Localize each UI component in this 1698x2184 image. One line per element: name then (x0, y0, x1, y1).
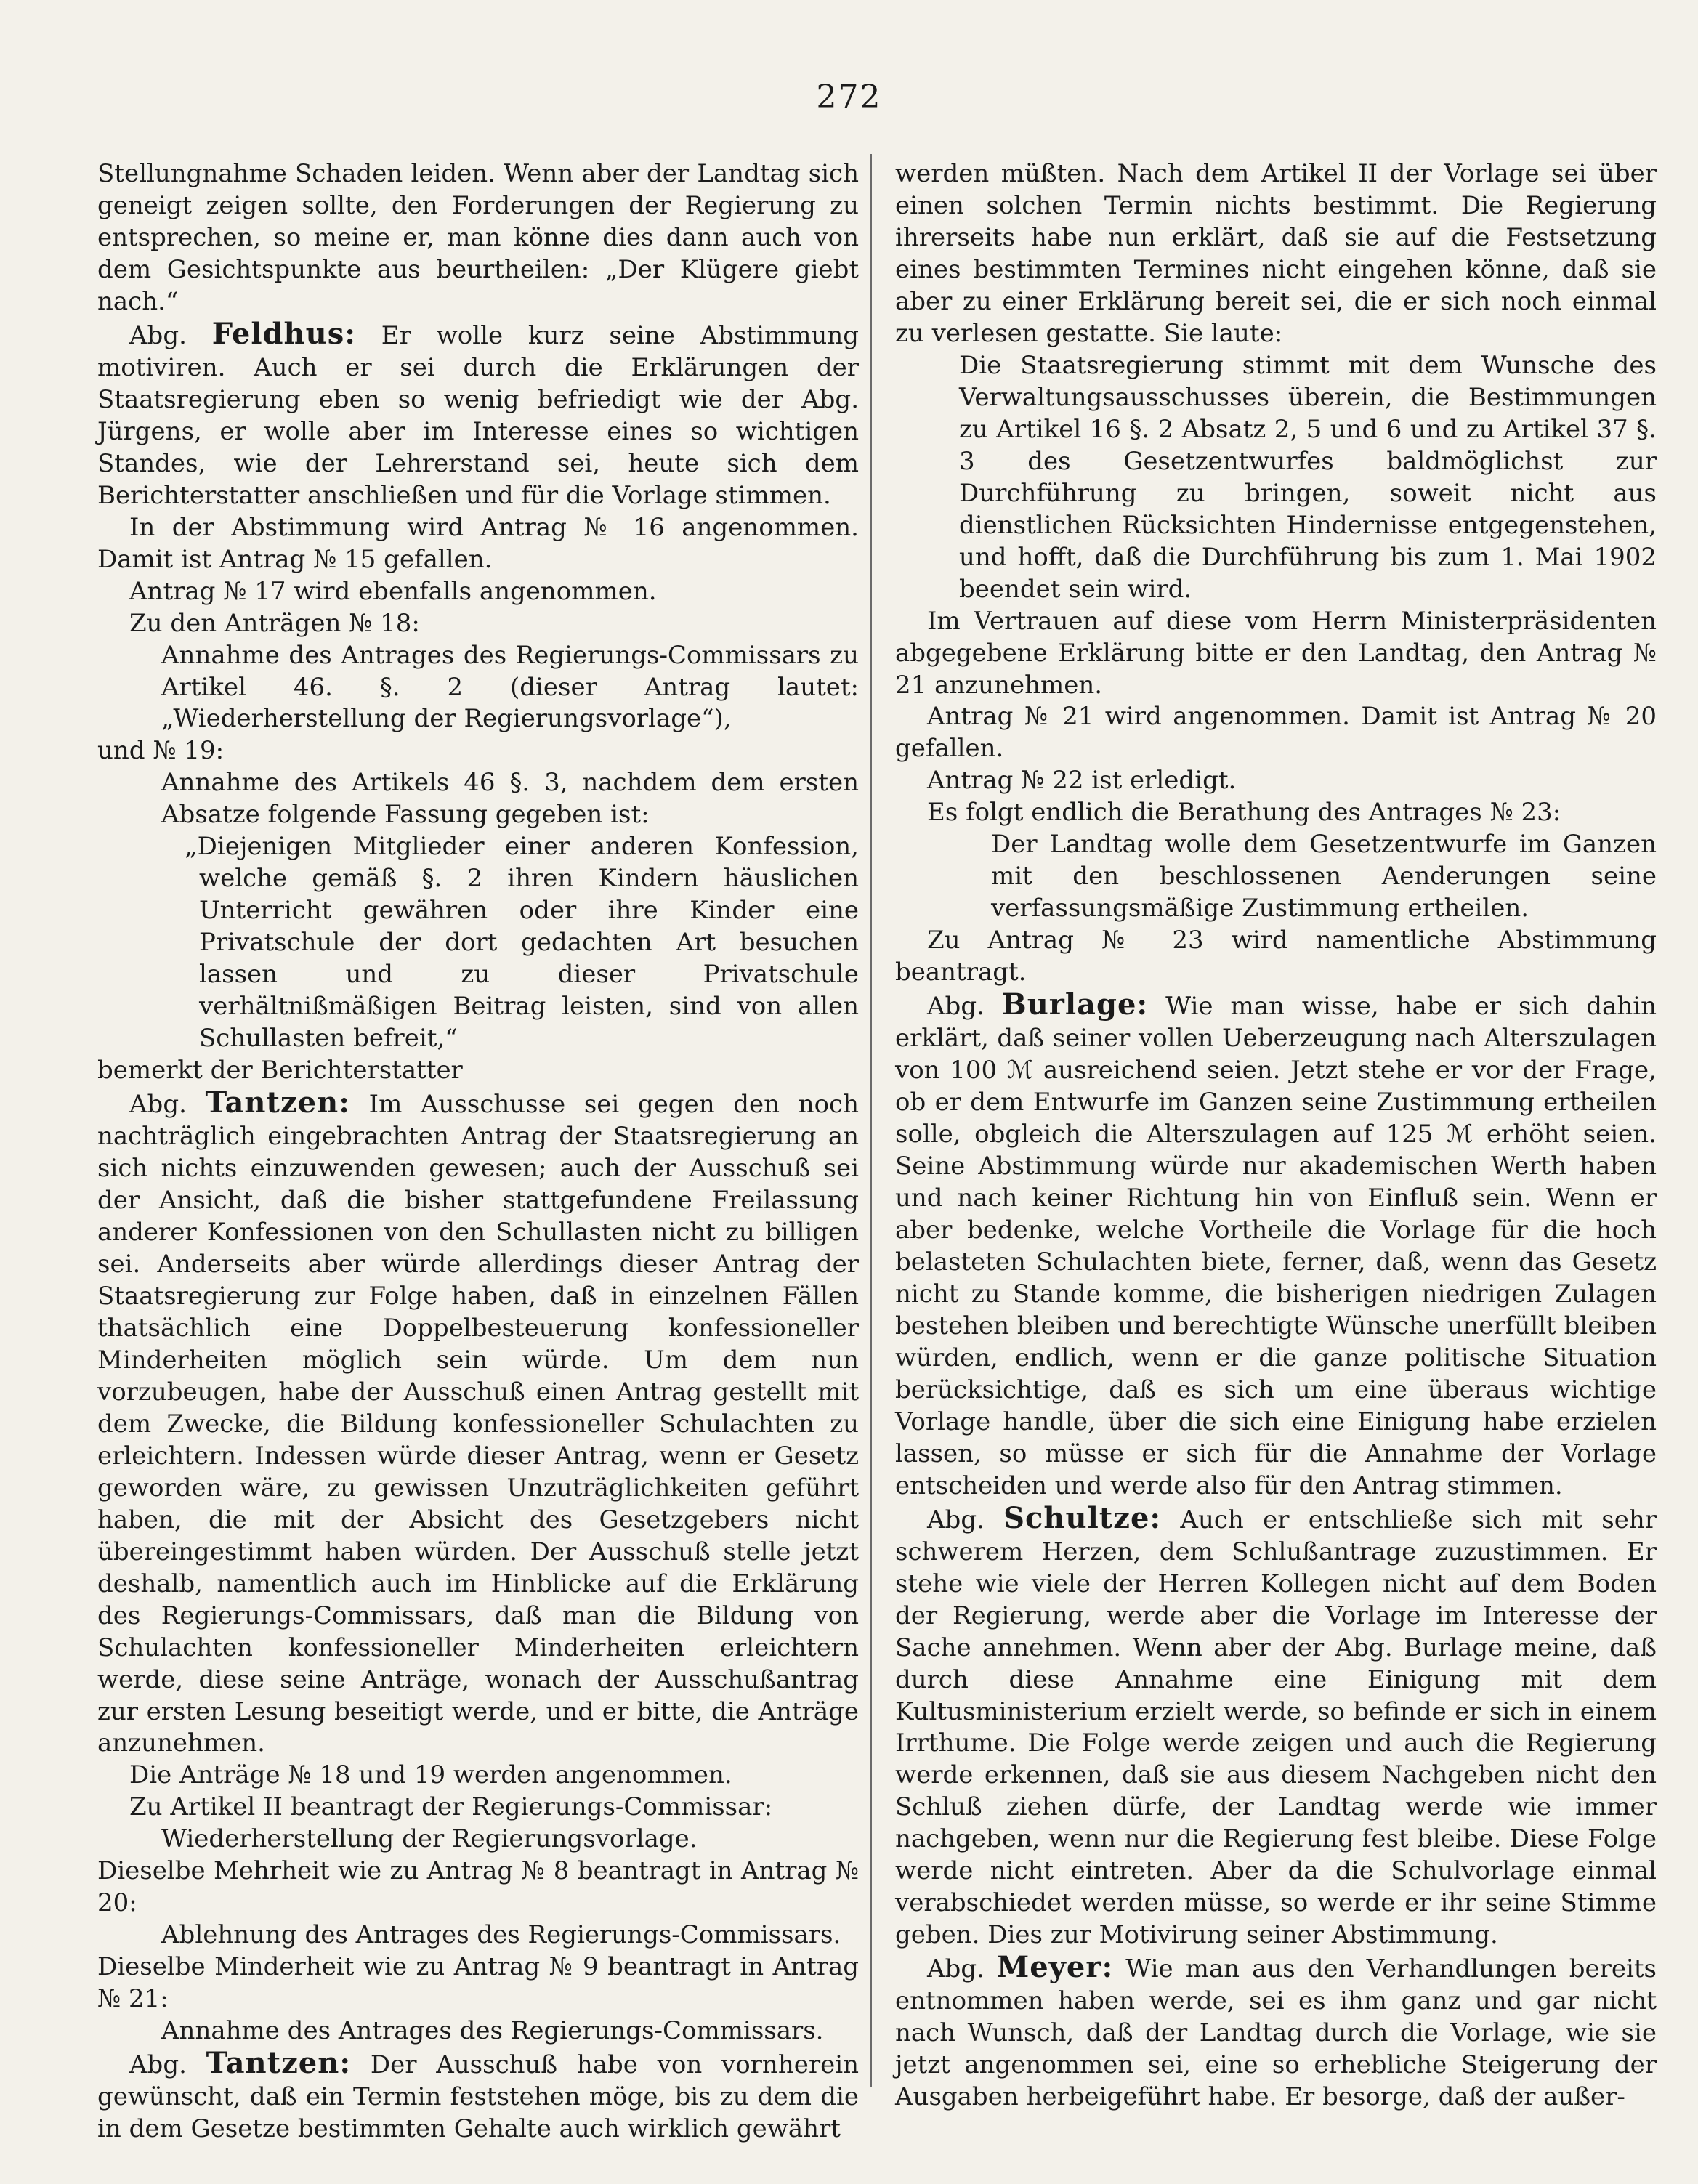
paragraph: bemerkt der Berichterstatter (97, 1056, 463, 1085)
paragraph: Der Landtag wolle dem Gesetzentwurfe im Ganzen mit den beschlossenen Aenderungen seine verfassungsmäßige Zustimmung ertheilen. (991, 830, 1657, 923)
paragraph-text: Im Ausschusse sei gegen den noch nachträglich eingebrachten Antrag der Staatsregierung an sich nichts einzuwenden gewesen; auch der Ausschuß sei der Ansicht, daß die bisher stattgefundene Freilassung anderer Konfessionen von den Schullasten nicht zu billigen sei. Anderseits aber würde allerdings dieser Antrag der Staatsregierung zur Folge haben, daß in einzelnen Fällen thatsächlich eine Doppelbesteuerung konfessioneller Minderheiten möglich sein würde. Um dem nun vorzubeugen, habe der Ausschuß einen Antrag gestellt mit dem Zwecke, die Bildung konfessioneller Schulachten zu erleichtern. Indessen würde dieser Antrag, wenn er Gesetz geworden wäre, zu gewissen Unzuträglichkeiten geführt haben, die mit der Absicht des Gesetzgebers nicht übereingestimmt haben würden. Der Ausschuß stelle jetzt deshalb, namentlich auch im Hinblicke auf die Erklärung des Regierungs-Commissars, daß man die Bildung von Schulachten konfessioneller Minderheiten erleichtern werde, diese seine Anträge, wonach der Ausschußantrag zur ersten Lesung beseitigt werde, und er bitte, die Anträge anzunehmen. (97, 1090, 859, 1758)
speaker-name: Tantzen: (205, 1085, 350, 1120)
paragraph: Ablehnung des Antrages des Regierungs-Commissars. (161, 1920, 841, 1950)
paragraph (895, 1502, 1657, 1952)
paragraph (895, 1952, 1657, 2114)
paragraph: Antrag № 21 wird angenommen. Damit ist Antrag № 20 gefallen. (895, 702, 1657, 764)
speaker-prefix: Abg. (129, 320, 212, 350)
paragraph-text: Er wolle kurz seine Abstimmung motiviren. Auch er sei durch die Erklärungen der Staatsregierung eben so wenig befriedigt wie der Abg. Jürgens, er wolle aber im Interesse eines so wichtigen Standes, wie der Lehrerstand sei, heute sich dem Berichterstatter anschließen und für die Vorlage stimmen. (97, 320, 859, 510)
speaker-prefix: Abg. (927, 992, 1002, 1022)
speaker-name: Meyer: (996, 1950, 1114, 1985)
paragraph: Zu den Anträgen № 18: (129, 608, 420, 638)
paragraph: Antrag № 22 ist erledigt. (927, 766, 1237, 796)
paragraph: Dieselbe Mehrheit wie zu Antrag № 8 beantragt in Antrag № 20: (97, 1856, 859, 1918)
paragraph: Es folgt endlich die Berathung des Antrages № 23: (927, 798, 1561, 828)
paragraph: Annahme des Antrages des Regierungs-Commissars zu Artikel 46. §. 2 (dieser Antrag lautet: „Wiederherstellung der Regierungsvorlage“), (161, 640, 859, 734)
paragraph: werden müßten. Nach dem Artikel II der Vorlage sei über einen solchen Termin nichts bestimmt. Die Regierung ihrerseits habe nun erklärt, daß sie auf die Festsetzung eines bestimmten Termines nicht eingehen könne, daß sie aber zu einer Erklärung bereit sei, die er sich noch einmal zu verlesen gestatte. Sie laute: (895, 159, 1657, 348)
speaker-prefix: Abg. (129, 1090, 206, 1120)
speaker-prefix: Abg. (129, 2050, 206, 2080)
page-number: 272 (816, 78, 882, 116)
paragraph: Zu Antrag № 23 wird namentliche Abstimmung beantragt. (895, 926, 1657, 987)
paragraph: „Diejenigen Mitglieder einer anderen Konfession, welche gemäß §. 2 ihren Kindern häuslichen Unterricht gewähren oder ihre Kinder eine Privatschule der dort gedachten Art besuchen lassen und zu dieser Privatschule verhältnißmäßigen Beitrag leisten, sind von allen Schullasten befreit,“ (185, 832, 859, 1053)
paragraph: Annahme des Artikels 46 §. 3, nachdem dem ersten Absatze folgende Fassung gegeben ist: (161, 768, 859, 830)
column-divider (870, 154, 872, 2087)
paragraph: Zu Artikel II beantragt der Regierungs-Commissar: (129, 1792, 773, 1822)
paragraph (895, 989, 1657, 1502)
paragraph (97, 318, 859, 512)
paragraph: Dieselbe Minderheit wie zu Antrag № 9 beantragt in Antrag № 21: (97, 1952, 859, 2014)
paragraph: Antrag № 17 wird ebenfalls angenommen. (129, 576, 657, 606)
paragraph: Annahme des Antrages des Regierungs-Commissars. (161, 2016, 824, 2046)
paragraph: und № 19: (97, 736, 225, 766)
speaker-name: Tantzen: (206, 2046, 352, 2081)
paragraph: In der Abstimmung wird Antrag № 16 angenommen. Damit ist Antrag № 15 gefallen. (97, 512, 859, 574)
paragraph-text: Wie man wisse, habe er sich dahin erklärt, daß seiner vollen Ueberzeugung nach Alterszulagen von 100 ℳ ausreichend seien. Jetzt stehe er vor der Frage, ob er dem Entwurfe im Ganzen seine Zustimmung ertheilen solle, obgleich die Alterszulagen auf 125 ℳ erhöht seien. Seine Abstimmung würde nur akademischen Werth haben und nach keiner Richtung hin von Einfluß sein. Wenn er aber bedenke, welche Vortheile die Vorlage für die hoch belasteten Schulachten biete, ferner, daß, wenn das Gesetz nicht zu Stande komme, die bisherigen niedrigen Zulagen bestehen bleiben und berechtigte Wünsche unerfüllt bleiben würden, endlich, wenn er die ganze politische Situation berücksichtige, daß es sich um eine überaus wichtige Vorlage handle, über die sich eine Einigung habe erzielen lassen, so müsse er sich für die Annahme der Vorlage entscheiden und werde also für den Antrag stimmen. (895, 992, 1657, 1500)
speaker-name: Feldhus: (211, 316, 356, 351)
speaker-prefix: Abg. (927, 1505, 1004, 1534)
paragraph (97, 2047, 859, 2145)
speaker-name: Burlage: (1001, 987, 1149, 1022)
paragraph: Die Staatsregierung stimmt mit dem Wunsche des Verwaltungsausschusses überein, die Bestimmungen zu Artikel 16 §. 2 Absatz 2, 5 und 6 und zu Artikel 37 §. 3 des Gesetzentwurfes baldmöglichst zur Durchführung zu bringen, soweit nicht aus dienstlichen Rücksichten Hindernisse entgegenstehen, und hofft, daß die Durchführung bis zum 1. Mai 1902 beendet sein wird. (959, 350, 1657, 604)
paragraph (97, 1087, 859, 1760)
left-text-column (97, 158, 859, 2145)
paragraph-text: Auch er entschließe sich mit sehr schwerem Herzen, dem Schlußantrage zuzustimmen. Er stehe wie viele der Herren Kollegen nicht auf dem Boden der Regierung, werde aber die Vorlage im Interesse der Sache annehmen. Wenn aber der Abg. Burlage meine, daß durch diese Annahme eine Einigung mit dem Kultusministerium erzielt werde, so befinde er sich in einem Irrthume. Die Folge werde zeigen und auch die Regierung werde erkennen, daß sie aus diesem Nachgeben nicht den Schluß ziehen dürfe, der Landtag werde wie immer nachgeben, wenn nur die Regierung fest bleibe. Diese Folge werde nicht eintreten. Aber da die Schulvorlage einmal verabschiedet werden müsse, so werde er ihr seine Stimme geben. Dies zur Motivirung seiner Abstimmung. (895, 1505, 1657, 1950)
right-text-column (895, 158, 1657, 2114)
speaker-name: Schultze: (1003, 1500, 1162, 1535)
paragraph-text: Der Ausschuß habe von vornherein gewünscht, daß ein Termin feststehen möge, bis zu dem die in dem Gesetze bestimmten Gehalte auch wirklich gewährt (97, 2050, 859, 2144)
paragraph-text: Wie man aus den Verhandlungen bereits entnommen haben werde, sei es ihm ganz und gar nicht nach Wunsch, daß der Landtag durch die Vorlage, wie sie jetzt angenommen sei, eine so erhebliche Steigerung der Ausgaben herbeigeführt habe. Er besorge, daß der außer- (895, 1954, 1657, 2112)
paragraph: Im Vertrauen auf diese vom Herrn Ministerpräsidenten abgegebene Erklärung bitte er den Landtag, den Antrag № 21 anzunehmen. (895, 606, 1657, 700)
speaker-prefix: Abg. (927, 1954, 997, 1984)
paragraph: Stellungnahme Schaden leiden. Wenn aber der Landtag sich geneigt zeigen sollte, den Forderungen der Regierung zu entsprechen, so meine er, man könne dies dann auch von dem Gesichtspunkte aus beurtheilen: „Der Klügere giebt nach.“ (97, 159, 859, 316)
paragraph: Die Anträge № 18 und 19 werden angenommen. (129, 1760, 732, 1790)
paragraph: Wiederherstellung der Regierungsvorlage. (161, 1824, 698, 1854)
